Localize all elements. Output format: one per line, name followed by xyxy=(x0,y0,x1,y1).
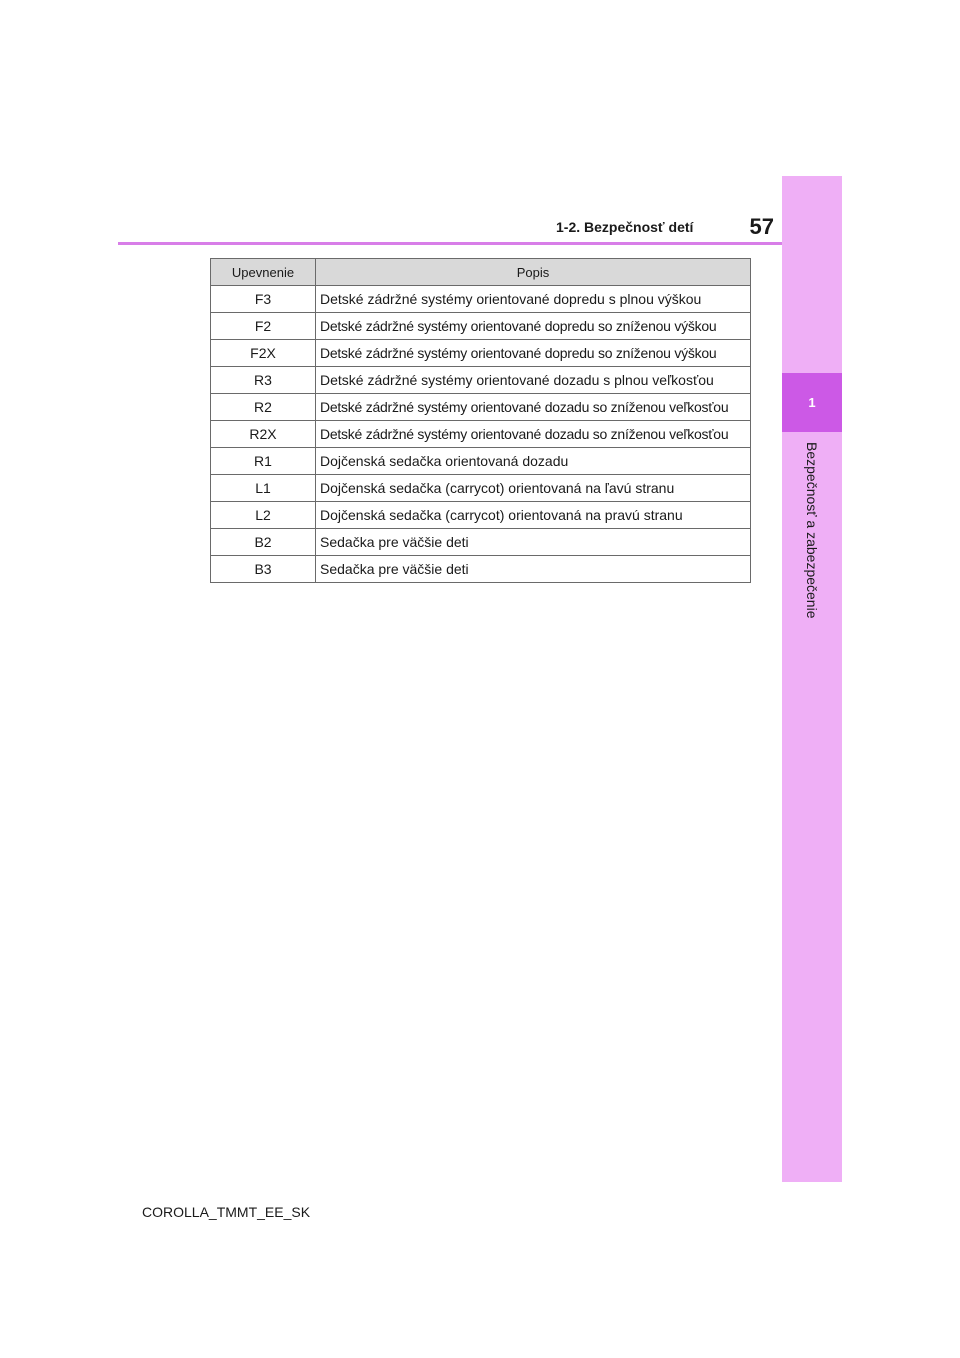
fixture-code: F3 xyxy=(211,286,316,313)
table-row xyxy=(211,286,751,313)
chapter-side-tab xyxy=(782,176,842,1182)
fixture-code: B2 xyxy=(211,529,316,556)
table-row xyxy=(211,529,751,556)
header-divider xyxy=(118,242,782,245)
document-code: COROLLA_TMMT_EE_SK xyxy=(142,1204,311,1220)
fixture-code: F2X xyxy=(211,340,316,367)
fixture-description: Dojčenská sedačka orientovaná dozadu xyxy=(316,448,751,475)
table-row xyxy=(211,421,751,448)
fixture-description: Dojčenská sedačka (carrycot) orientovaná na ľavú stranu xyxy=(316,475,751,502)
table-row xyxy=(211,394,751,421)
fixture-code: B3 xyxy=(211,556,316,583)
fixture-description: Detské zádržné systémy orientované dozadu s plnou veľkosťou xyxy=(316,367,751,394)
page-number: 57 xyxy=(749,214,774,239)
fixture-table xyxy=(210,258,751,583)
table-row xyxy=(211,367,751,394)
fixture-code: L2 xyxy=(211,502,316,529)
fixture-description: Sedačka pre väčšie deti xyxy=(316,529,751,556)
table-header-row xyxy=(211,259,751,286)
table-row xyxy=(211,556,751,583)
section-title: 1-2. Bezpečnosť detí xyxy=(556,219,694,235)
table-row xyxy=(211,475,751,502)
fixture-code: R1 xyxy=(211,448,316,475)
fixture-description: Detské zádržné systémy orientované dopredu so zníženou výškou xyxy=(316,313,751,340)
fixture-description: Detské zádržné systémy orientované dopredu so zníženou výškou xyxy=(316,340,751,367)
chapter-number: 1 xyxy=(808,395,816,410)
table-row xyxy=(211,340,751,367)
fixture-code: R2X xyxy=(211,421,316,448)
table-row xyxy=(211,502,751,529)
fixture-code: R3 xyxy=(211,367,316,394)
fixture-description: Sedačka pre väčšie deti xyxy=(316,556,751,583)
fixture-description: Dojčenská sedačka (carrycot) orientovaná na pravú stranu xyxy=(316,502,751,529)
fixture-description: Detské zádržné systémy orientované dopredu s plnou výškou xyxy=(316,286,751,313)
chapter-number-box xyxy=(782,373,842,432)
fixture-description: Detské zádržné systémy orientované dozadu so zníženou veľkosťou xyxy=(316,421,751,448)
fixture-code: L1 xyxy=(211,475,316,502)
fixture-description: Detské zádržné systémy orientované dozadu so zníženou veľkosťou xyxy=(316,394,751,421)
table-row xyxy=(211,448,751,475)
column-header-fixture: Upevnenie xyxy=(211,259,316,286)
table-row xyxy=(211,313,751,340)
fixture-code: F2 xyxy=(211,313,316,340)
fixture-code: R2 xyxy=(211,394,316,421)
column-header-description: Popis xyxy=(316,259,751,286)
chapter-title-vertical: Bezpečnosť a zabezpečenie xyxy=(804,442,820,619)
